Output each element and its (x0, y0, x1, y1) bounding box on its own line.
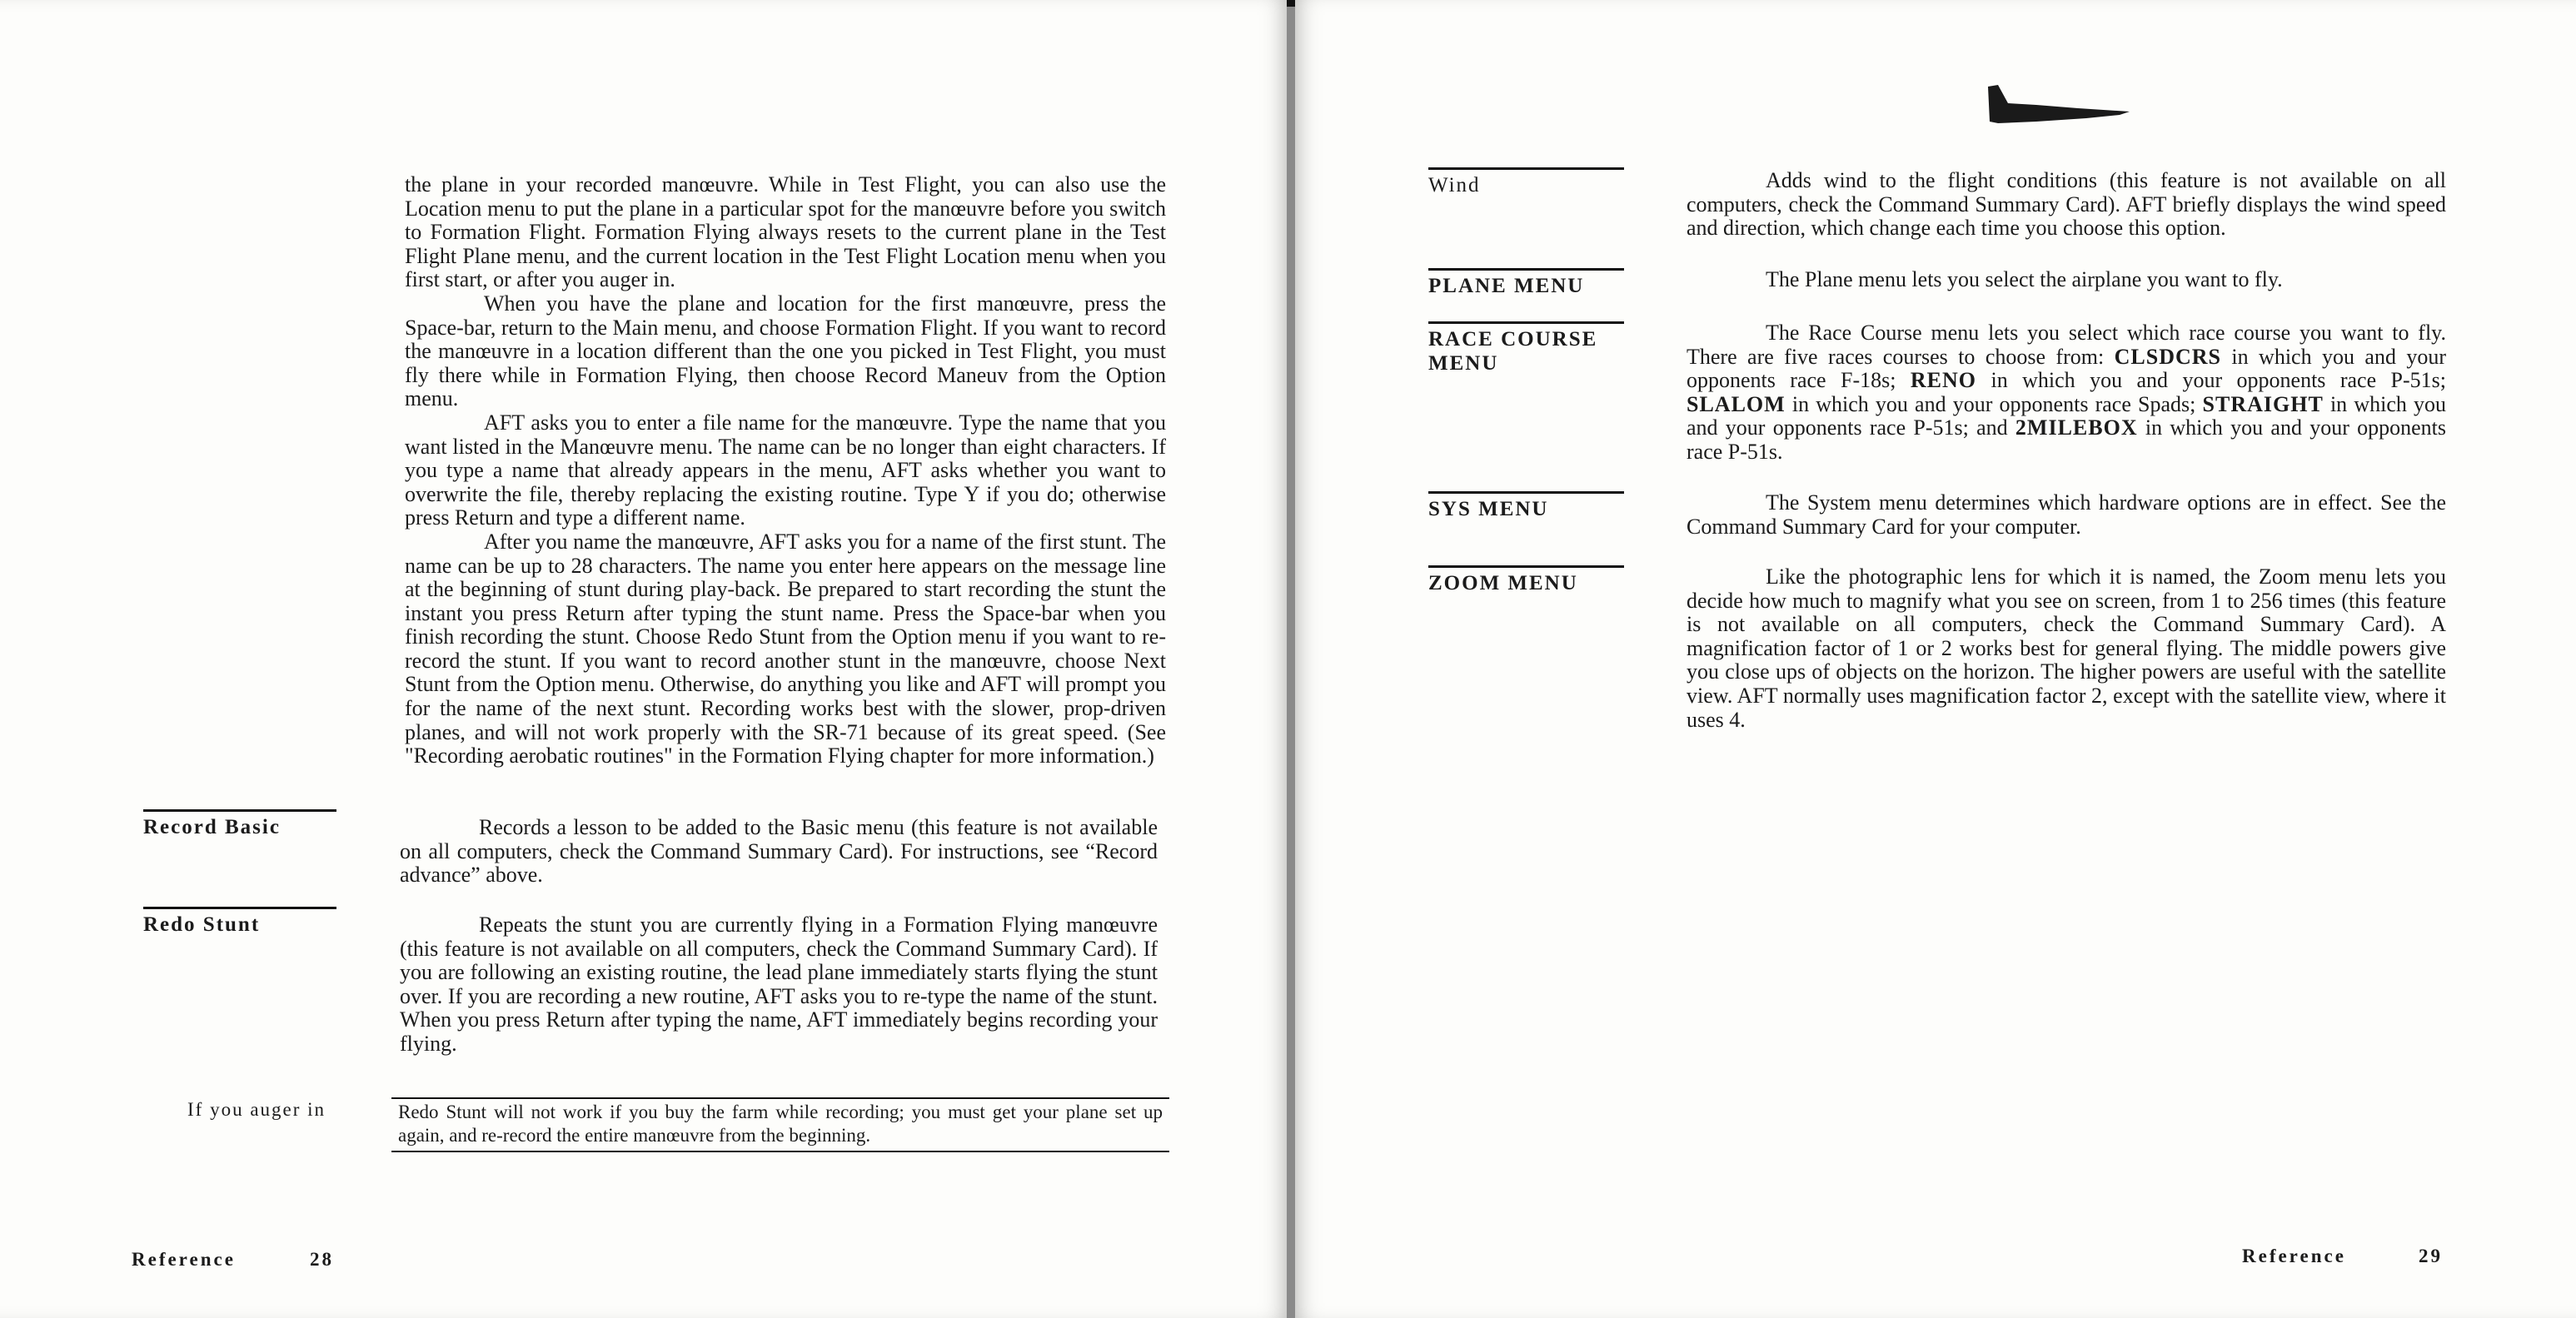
stunt-name-paragraph: After you name the manœuvre, AFT asks you for a name of the first stunt. The name can be up to 28 characters. The name you enter here appears on the message line at the beginning of stunt during play-back. Be prepared to start recording the stunt the instant you press Return after typing the stunt name. Press the Space-bar when you finish recording the stunt. Choose Redo Stunt from the Option menu if you want to re-record the stunt. If you want to record another stunt in the manœuvre, choose Next Stunt from the Option menu. Otherwise, do anything you like and AFT will prompt you for the name of the next stunt. Recording works best with the slower, prop-driven planes, and will not work properly with the SR-71 because of its great speed. (See "Recording aerobatic routines" in the Formation Flying chapter for more information.) (405, 529, 1166, 768)
race-slalom: SLALOM (1687, 391, 1786, 416)
plane-menu-paragraph: The Plane menu lets you select the airplane you want to fly. (1766, 267, 2283, 291)
race-text-2: in which you and your opponents race F-18s; (1687, 344, 2447, 393)
redo-stunt-paragraph: Repeats the stunt you are currently flying in a Formation Flying manœuvre (this feature is not available on all computers, check the Command Summary Card). If you are following an existing routine, the lead plane immediately starts flying the stunt over. If you are recording a new routine, AFT asks you to re-type the name of the stunt. When you press Return after typing the name, AFT immediately begins recording your flying. (400, 913, 1158, 1056)
main-text (405, 173, 1166, 768)
race-course-heading-line (1428, 327, 1624, 351)
zoom-menu-paragraph: Like the photographic lens for which it is named, the Zoom menu lets you decide how much to magnify what you see on screen, from 1 to 256 times (this feature is not available on all computers, check the Command Summary Card). A magnification factor of 1 or 2 works best for general flying. The middle powers give you close ups of objects on the horizon. The higher powers are useful with the satellite view. AFT normally uses magnification factor 2, except with the satellite view, where it uses 4. (1687, 565, 2446, 732)
redo-stunt-heading: Redo Stunt (143, 907, 336, 937)
auger-in-note: Redo Stunt will not work if you buy the farm while recording; you must get your plane set up again, and re-record the entire manœuvre from the beginning. (391, 1097, 1169, 1152)
race-course-text (1687, 321, 2446, 465)
race-text-1: The Race Course menu lets you select which race course you want to fly. There are five races courses to choose from: (1687, 321, 2446, 369)
wind-heading: Wind (1428, 167, 1624, 197)
record-basic-text (400, 816, 1158, 888)
race-text-6: in which you and your opponents race P-51s. (1687, 415, 2447, 464)
footer-section-right: Reference (2242, 1246, 2346, 1266)
jet-plane-icon (1986, 80, 2136, 130)
file-name-paragraph: AFT asks you to enter a file name for the manœuvre. Type the name that you want listed in the Manœuvre menu. The name can be no longer than eight characters. If you type a name that already appears in the menu, AFT asks whether you want to overwrite the file, thereby replacing the existing routine. Type Y if you do; otherwise press Return and type a different name. (405, 410, 1166, 530)
plane-menu-text (1687, 268, 2446, 292)
wind-text (1687, 169, 2446, 241)
record-basic-paragraph: Records a lesson to be added to the Basic menu (this feature is not available on all computers, check the Command Summary Card). For instructions, see “Record advance” above. (400, 815, 1158, 888)
left-page (0, 0, 1287, 1318)
race-text-4: in which you and your opponents race Spads; (1791, 391, 2196, 416)
zoom-menu-text (1687, 565, 2446, 732)
page-number: 28 (310, 1249, 334, 1270)
race-course-heading-text: RACE COURSE (1428, 328, 1598, 351)
sys-menu-text (1687, 491, 2446, 539)
race-2milebox: 2MILEBOX (2015, 415, 2138, 440)
redo-stunt-text (400, 913, 1158, 1057)
book-spine (1287, 0, 1295, 1318)
auger-in-label: If you auger in (187, 1099, 326, 1120)
race-straight: STRAIGHT (2202, 391, 2324, 416)
page-number-right: 29 (2419, 1246, 2443, 1266)
space-bar-paragraph: When you have the plane and location for the first manœuvre, press the Space-bar, return to the Main menu, and choose Formation Flight. If you want to record the manœuvre in a location different than the one you picked in Test Flight, you must fly there while in Formation Flying, then choose Record Maneuv from the Option menu. (405, 291, 1166, 411)
record-basic-heading: Record Basic (143, 809, 336, 839)
race-text-3: in which you and your opponents race P-51s; (1991, 368, 2447, 393)
race-course-menu-heading (1428, 321, 1624, 376)
sys-menu-paragraph: The System menu determines which hardware options are in effect. See the Command Summary Card for your computer. (1687, 490, 2446, 539)
plane-menu-heading: PLANE MENU (1428, 268, 1624, 298)
zoom-menu-heading: ZOOM MENU (1428, 565, 1624, 595)
race-course-paragraph (1687, 321, 2446, 465)
race-clsdcrs: CLSDCRS (2114, 344, 2221, 369)
continuation-paragraph: the plane in your recorded manœuvre. While in Test Flight, you can also use the Location menu to put the plane in a particular spot for the manœuvre before you switch to Formation Flight. Formation Flying always resets to the current plane in the Test Flight Plane menu, and the current location in the Test Flight Location menu when you first start, or after you auger in. (405, 172, 1166, 292)
wind-paragraph: Adds wind to the flight conditions (this feature is not available on all computers, check the Command Summary Card). AFT briefly displays the wind speed and direction, which change each time you choose this option. (1687, 168, 2446, 241)
race-text-5: in which you and your opponents race P-51s; and (1687, 391, 2447, 440)
footer-section: Reference (132, 1249, 236, 1270)
sys-menu-heading: SYS MENU (1428, 491, 1624, 521)
race-reno: RENO (1910, 368, 1977, 393)
race-course-heading-menu: MENU (1428, 352, 1499, 375)
